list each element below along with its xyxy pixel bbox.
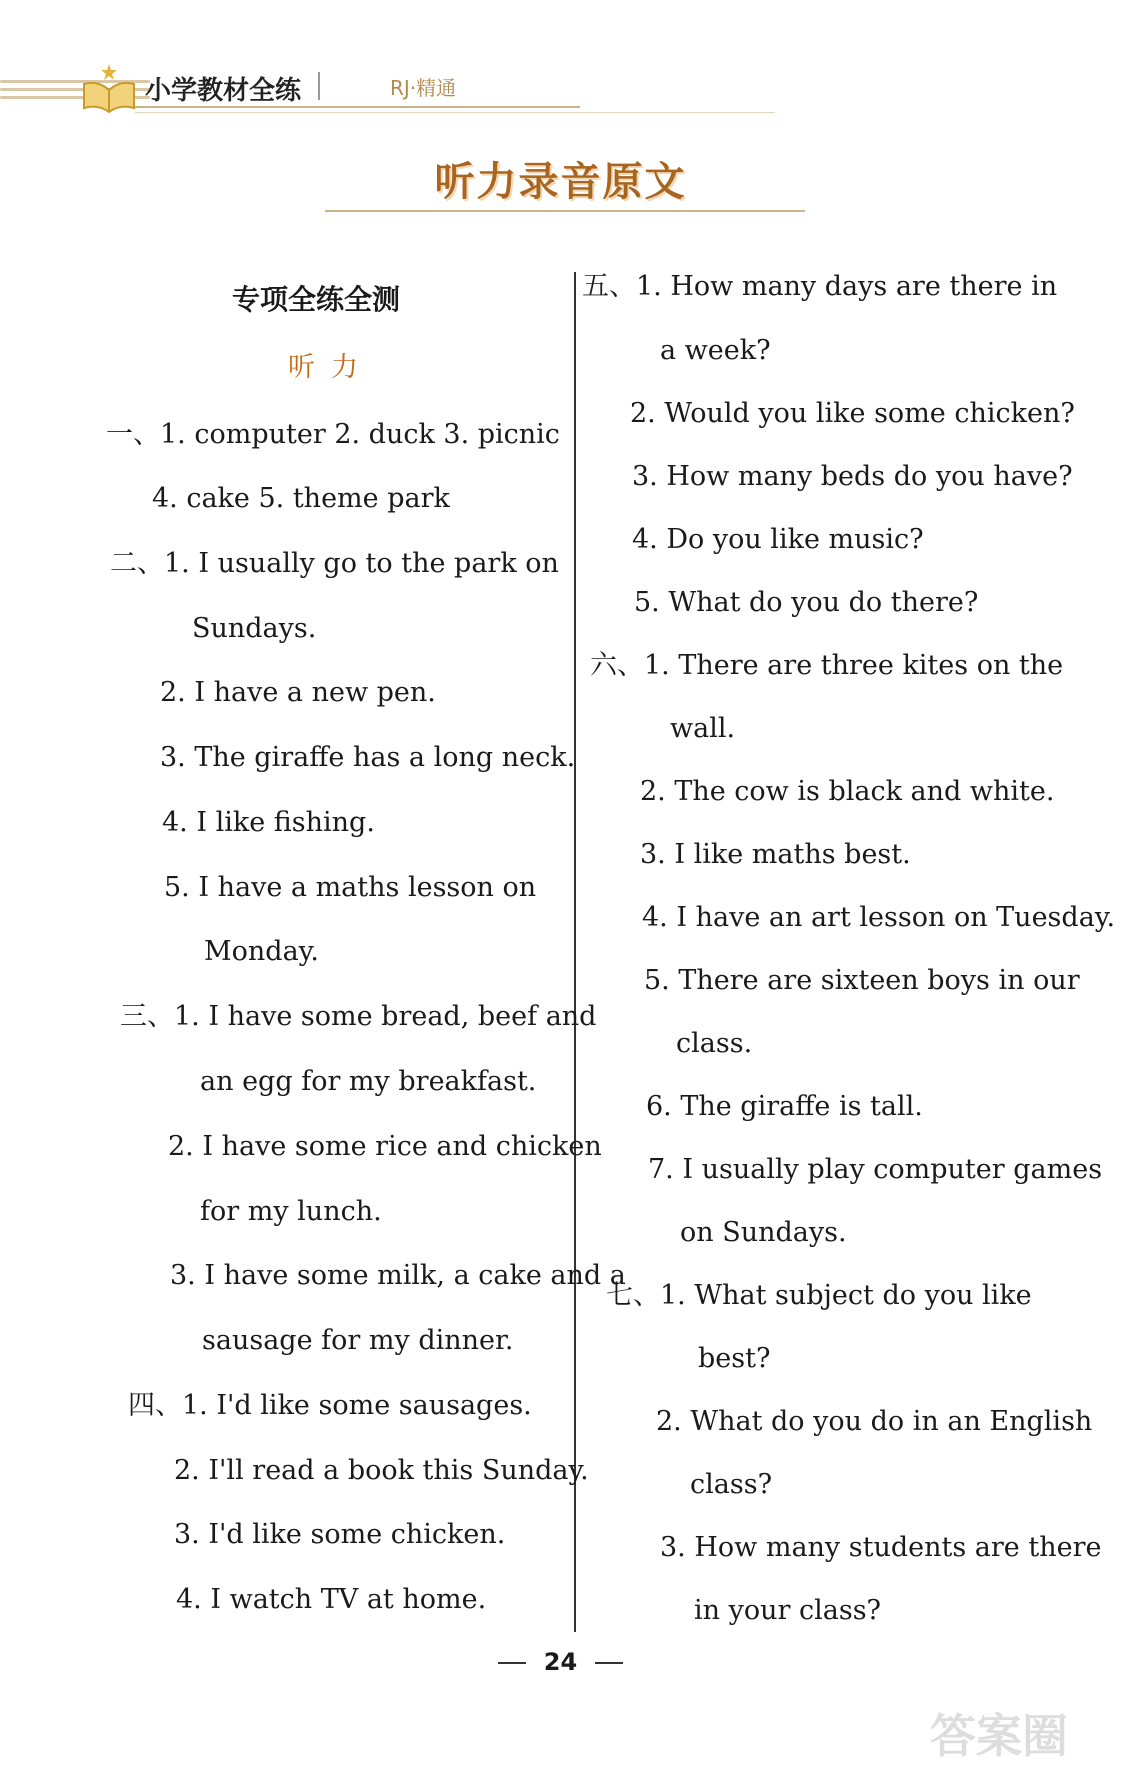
header-subtitle: RJ·精通 xyxy=(390,76,457,100)
section-title: 专项全练全测 xyxy=(232,283,401,316)
list-item: 二、1. I usually go to the park on xyxy=(110,548,559,579)
list-item: Monday. xyxy=(204,936,319,967)
list-item: on Sundays. xyxy=(680,1217,847,1248)
title-underline xyxy=(325,210,805,212)
header-rule xyxy=(135,106,580,108)
list-item: 一、1. computer 2. duck 3. picnic xyxy=(106,419,560,450)
list-item: 4. I watch TV at home. xyxy=(176,1584,487,1615)
page-number-text: 24 xyxy=(543,1648,578,1676)
list-item: 2. I'll read a book this Sunday. xyxy=(174,1455,589,1486)
list-item: 2. Would you like some chicken? xyxy=(630,398,1075,429)
list-item: 2. I have a new pen. xyxy=(160,677,436,708)
list-item: 三、1. I have some bread, beef and xyxy=(120,1001,597,1032)
list-item: 5. There are sixteen boys in our xyxy=(644,965,1080,996)
list-item: for my lunch. xyxy=(200,1196,382,1227)
list-item: 6. The giraffe is tall. xyxy=(646,1091,923,1122)
header-title: 小学教材全练 xyxy=(145,76,302,106)
list-item: 5. What do you do there? xyxy=(634,587,979,618)
list-item: 2. The cow is black and white. xyxy=(640,776,1055,807)
open-book-icon xyxy=(80,62,138,116)
list-item: 3. I have some milk, a cake and a xyxy=(170,1260,626,1291)
list-item: 五、1. How many days are there in xyxy=(582,271,1058,302)
sub-title: 听力 xyxy=(288,352,374,383)
list-item: 七、1. What subject do you like xyxy=(606,1280,1032,1311)
page-number xyxy=(0,1648,1121,1676)
list-item: 4. I have an art lesson on Tuesday. xyxy=(642,902,1116,933)
watermark: 答案圈 xyxy=(930,1709,1068,1763)
list-item: class. xyxy=(676,1028,753,1059)
list-item: 4. Do you like music? xyxy=(632,524,924,555)
list-item: Sundays. xyxy=(192,613,317,644)
column-divider xyxy=(574,272,576,1632)
list-item: in your class? xyxy=(694,1595,882,1626)
list-item: sausage for my dinner. xyxy=(202,1325,514,1356)
list-item: 3. The giraffe has a long neck. xyxy=(160,742,576,773)
list-item: 2. I have some rice and chicken xyxy=(168,1131,602,1162)
list-item: 3. How many beds do you have? xyxy=(632,461,1073,492)
list-item: 4. cake 5. theme park xyxy=(152,483,450,514)
list-item: an egg for my breakfast. xyxy=(200,1066,537,1097)
list-item: class? xyxy=(690,1469,773,1500)
list-item: 3. How many students are there xyxy=(660,1532,1102,1563)
page-title: 听力录音原文 xyxy=(434,158,687,205)
list-item: wall. xyxy=(670,713,736,744)
header-rule-thin xyxy=(135,112,775,113)
list-item: 5. I have a maths lesson on xyxy=(164,872,537,903)
list-item: best? xyxy=(698,1343,771,1374)
header-separator xyxy=(318,72,320,100)
list-item: a week? xyxy=(660,335,771,366)
page-header xyxy=(0,60,1121,130)
list-item: 7. I usually play computer games xyxy=(648,1154,1103,1185)
list-item: 2. What do you do in an English xyxy=(656,1406,1093,1437)
list-item: 六、1. There are three kites on the xyxy=(590,650,1064,681)
list-item: 3. I'd like some chicken. xyxy=(174,1519,506,1550)
list-item: 四、1. I'd like some sausages. xyxy=(128,1390,532,1421)
list-item: 4. I like fishing. xyxy=(162,807,375,838)
list-item: 3. I like maths best. xyxy=(640,839,911,870)
